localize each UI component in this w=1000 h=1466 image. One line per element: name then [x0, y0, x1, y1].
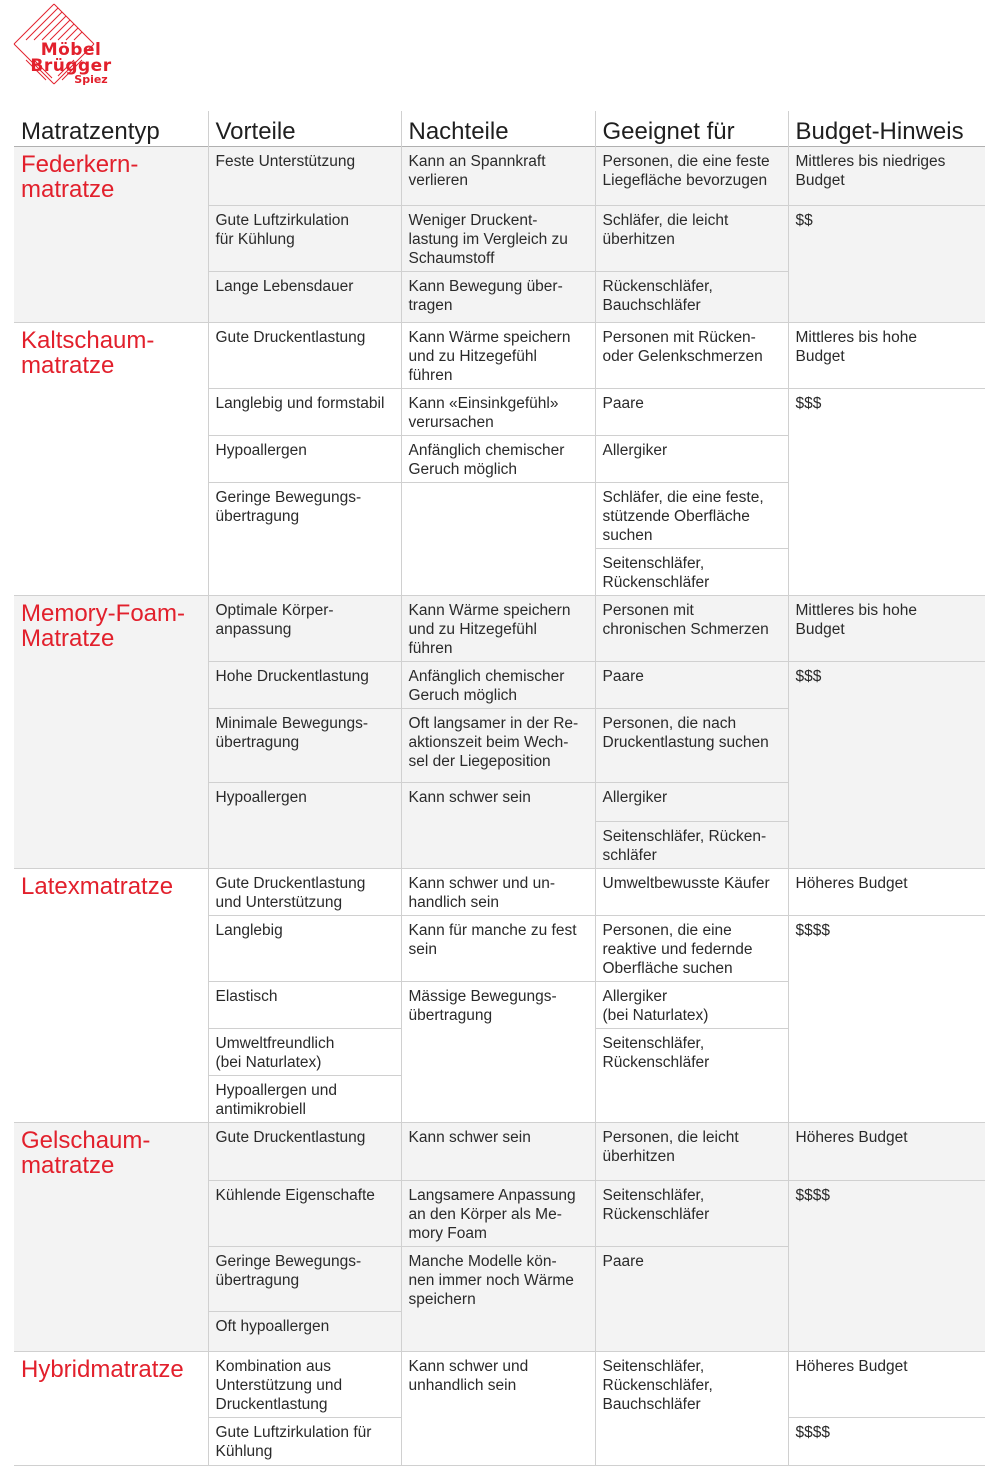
nachteile-cell: Langsamere Anpassung an den Körper als Me- mory Foam	[401, 1181, 595, 1247]
table-row	[14, 869, 985, 916]
vorteile-cell: Geringe Bewegungs- übertragung	[208, 1247, 401, 1312]
geeignet-cell: Allergiker	[595, 436, 788, 483]
vorteile-cell: Feste Unterstützung	[208, 147, 401, 206]
nachteile-cell: Kann «Einsinkgefühl» verursachen	[401, 389, 595, 436]
mattress-type-cell: Federkern- matratze	[14, 147, 208, 323]
geeignet-cell: Personen mit Rücken- oder Gelenkschmerzen	[595, 323, 788, 389]
logo	[12, 2, 132, 88]
vorteile-cell: Oft hypoallergen	[208, 1312, 401, 1352]
nachteile-cell: Kann schwer sein	[401, 783, 595, 869]
nachteile-cell: Kann schwer und un- handlich sein	[401, 869, 595, 916]
geeignet-cell: Rückenschläfer, Bauchschläfer	[595, 272, 788, 323]
budget-cell: $$$$	[788, 916, 985, 1123]
nachteile-cell: Kann Wärme speichern und zu Hitzegefühl führen	[401, 596, 595, 662]
table-row	[14, 1352, 985, 1418]
budget-cell: $$$$	[788, 1418, 985, 1466]
geeignet-cell: Personen, die nach Druckentlastung suchen	[595, 709, 788, 783]
vorteile-cell: Hohe Druckentlastung	[208, 662, 401, 709]
nachteile-cell: Kann schwer sein	[401, 1123, 595, 1181]
geeignet-cell: Paare	[595, 389, 788, 436]
budget-cell: Höheres Budget	[788, 869, 985, 916]
vorteile-cell: Lange Lebensdauer	[208, 272, 401, 323]
vorteile-cell: Langlebig und formstabil	[208, 389, 401, 436]
budget-cell: $$$	[788, 662, 985, 869]
logo-line-3: Spiez	[74, 73, 108, 86]
budget-cell: $$	[788, 206, 985, 323]
logo-line-1: Möbel	[40, 40, 102, 60]
nachteile-cell: Anfänglich chemischer Geruch möglich	[401, 436, 595, 483]
budget-cell: $$$$	[788, 1181, 985, 1352]
table-row	[14, 323, 985, 389]
vorteile-cell: Kombination aus Unterstützung und Druckentlastung	[208, 1352, 401, 1418]
geeignet-cell: Seitenschläfer, Rücken- schläfer	[595, 822, 788, 869]
budget-cell: Mittleres bis hohe Budget	[788, 323, 985, 389]
geeignet-cell: Personen, die eine reaktive und federnde Oberfläche suchen	[595, 916, 788, 982]
vorteile-cell: Gute Luftzirkulation für Kühlung	[208, 1418, 401, 1466]
budget-cell: Mittleres bis hohe Budget	[788, 596, 985, 662]
vorteile-cell: Elastisch	[208, 982, 401, 1029]
vorteile-cell: Optimale Körper- anpassung	[208, 596, 401, 662]
vorteile-cell: Hypoallergen	[208, 783, 401, 869]
nachteile-cell	[401, 483, 595, 596]
vorteile-cell: Langlebig	[208, 916, 401, 982]
mattress-type-cell: Kaltschaum- matratze	[14, 323, 208, 596]
nachteile-cell: Kann schwer und unhandlich sein	[401, 1352, 595, 1466]
mattress-group	[14, 1123, 985, 1352]
nachteile-cell: Anfänglich chemischer Geruch möglich	[401, 662, 595, 709]
geeignet-cell: Seitenschläfer, Rückenschläfer	[595, 1029, 788, 1123]
geeignet-cell: Paare	[595, 662, 788, 709]
budget-cell: Mittleres bis niedriges Budget	[788, 147, 985, 206]
geeignet-cell: Seitenschläfer, Rückenschläfer	[595, 1181, 788, 1247]
geeignet-cell: Personen, die eine feste Liegefläche bevorzugen	[595, 147, 788, 206]
nachteile-cell: Mässige Bewegungs- übertragung	[401, 982, 595, 1123]
geeignet-cell: Umweltbewusste Käufer	[595, 869, 788, 916]
geeignet-cell: Schläfer, die leicht überhitzen	[595, 206, 788, 272]
geeignet-cell: Personen, die leicht überhitzen	[595, 1123, 788, 1181]
vorteile-cell: Geringe Bewegungs- übertragung	[208, 483, 401, 596]
geeignet-cell: Schläfer, die eine feste, stützende Oberfläche suchen	[595, 483, 788, 549]
geeignet-cell: Allergiker	[595, 783, 788, 822]
mattress-group	[14, 1352, 985, 1466]
mattress-group	[14, 147, 985, 323]
vorteile-cell: Gute Druckentlastung	[208, 323, 401, 389]
mattress-type-cell: Hybridmatratze	[14, 1352, 208, 1466]
mattress-group	[14, 596, 985, 869]
mattress-type-cell: Memory-Foam- Matratze	[14, 596, 208, 869]
table-row	[14, 147, 985, 206]
mattress-group	[14, 323, 985, 596]
table-row	[14, 1123, 985, 1181]
geeignet-cell: Paare	[595, 1247, 788, 1352]
geeignet-cell: Personen mit chronischen Schmerzen	[595, 596, 788, 662]
vorteile-cell: Minimale Bewegungs- übertragung	[208, 709, 401, 783]
mattress-type-cell: Latexmatratze	[14, 869, 208, 1123]
geeignet-cell: Seitenschläfer, Rückenschläfer	[595, 549, 788, 596]
geeignet-cell: Seitenschläfer, Rückenschläfer, Bauchschläfer	[595, 1352, 788, 1466]
nachteile-cell: Manche Modelle kön- nen immer noch Wärme speichern	[401, 1247, 595, 1352]
vorteile-cell: Hypoallergen und antimikrobiell	[208, 1076, 401, 1123]
geeignet-cell: Allergiker (bei Naturlatex)	[595, 982, 788, 1029]
vorteile-cell: Gute Druckentlastung	[208, 1123, 401, 1181]
budget-cell: Höheres Budget	[788, 1352, 985, 1418]
mattress-comparison-table	[14, 111, 985, 1466]
header-nachteile: Nachteile	[401, 111, 595, 147]
budget-cell: Höheres Budget	[788, 1123, 985, 1181]
table-row	[14, 596, 985, 662]
logo-line-2: Brügger	[30, 56, 112, 76]
nachteile-cell: Kann Bewegung über- tragen	[401, 272, 595, 323]
nachteile-cell: Kann an Spannkraft verlieren	[401, 147, 595, 206]
header-geeignet-fuer: Geeignet für	[595, 111, 788, 147]
budget-cell: $$$	[788, 389, 985, 596]
nachteile-cell: Oft langsamer in der Re- aktionszeit beim Wech- sel der Liegeposition	[401, 709, 595, 783]
vorteile-cell: Umweltfreundlich (bei Naturlatex)	[208, 1029, 401, 1076]
header-vorteile: Vorteile	[208, 111, 401, 147]
vorteile-cell: Gute Druckentlastung und Unterstützung	[208, 869, 401, 916]
nachteile-cell: Kann Wärme speichern und zu Hitzegefühl führen	[401, 323, 595, 389]
mattress-group	[14, 869, 985, 1123]
vorteile-cell: Hypoallergen	[208, 436, 401, 483]
header-budget-hinweis: Budget-Hinweis	[788, 111, 985, 147]
table-header-row	[14, 111, 985, 147]
vorteile-cell: Gute Luftzirkulation für Kühlung	[208, 206, 401, 272]
nachteile-cell: Kann für manche zu fest sein	[401, 916, 595, 982]
vorteile-cell: Kühlende Eigenschafte	[208, 1181, 401, 1247]
header-matratzentyp: Matratzentyp	[21, 118, 160, 145]
mattress-type-cell: Gelschaum- matratze	[14, 1123, 208, 1352]
nachteile-cell: Weniger Druckent- lastung im Vergleich zu Schaumstoff	[401, 206, 595, 272]
